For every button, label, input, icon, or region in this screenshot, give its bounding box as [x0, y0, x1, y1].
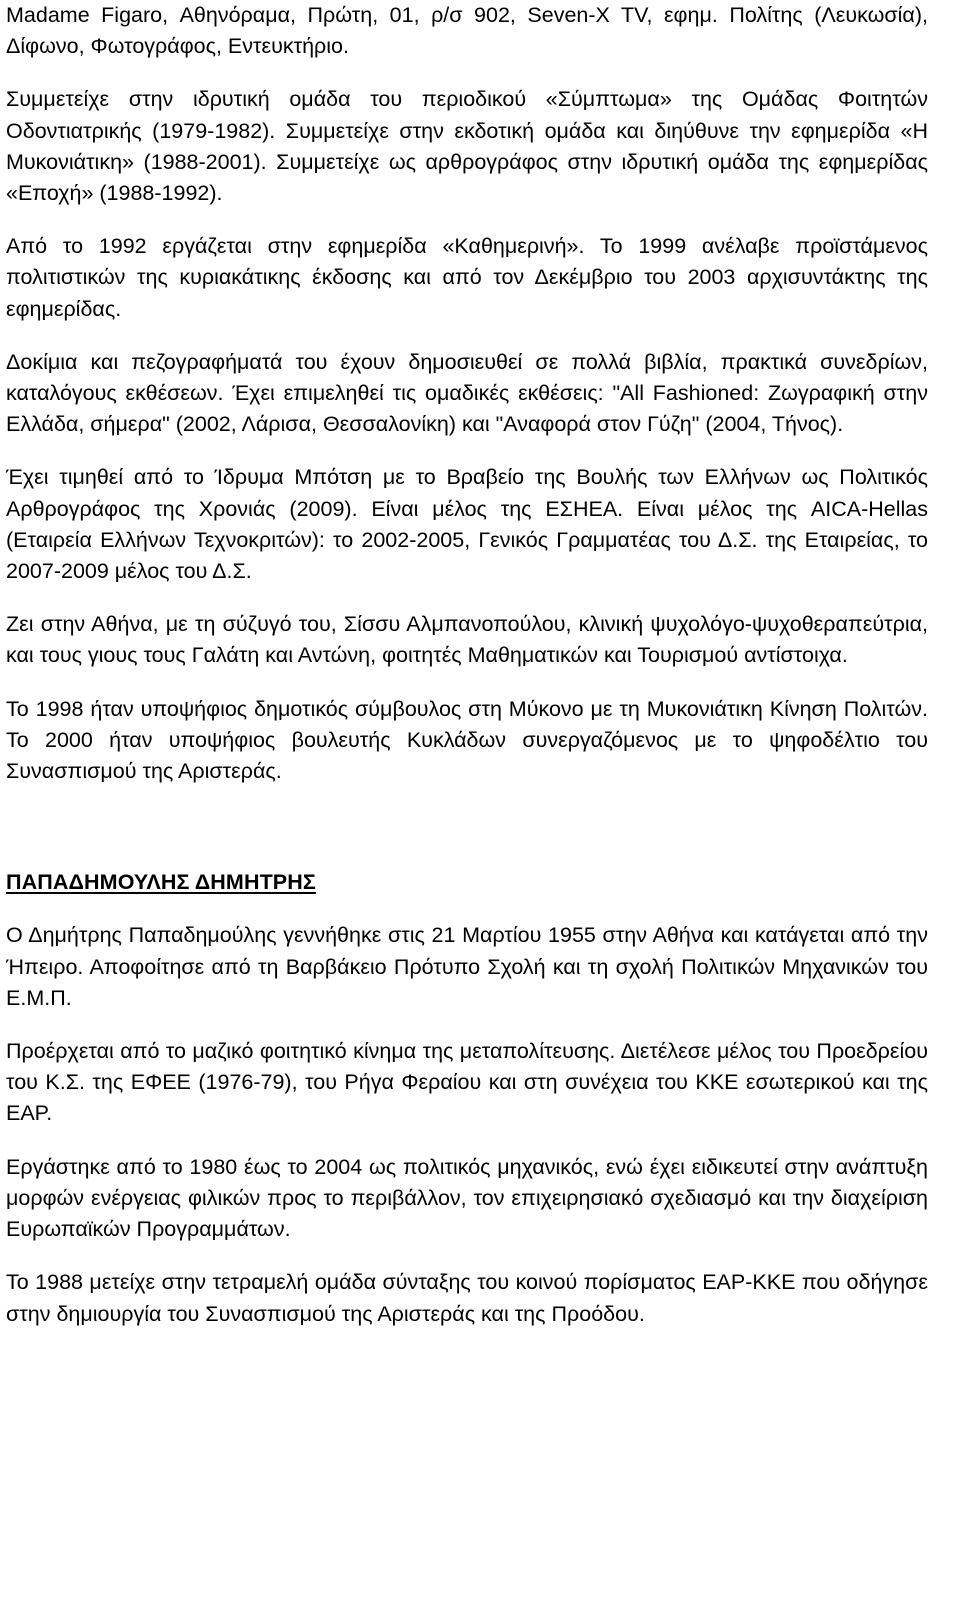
bio1-paragraph-6: Ζει στην Αθήνα, με τη σύζυγό του, Σίσσυ Αλμπανοπούλου, κλινική ψυχολόγο-ψυχοθεραπεύτρια, και τους γιους τους Γαλάτη και Αντώνη, φοιτητές Μαθηματικών και Τουρισμού αντίστοιχα.	[6, 612, 928, 668]
bio-section-1	[6, 0, 928, 787]
bio1-paragraph-7: Το 1998 ήταν υποψήφιος δημοτικός σύμβουλος στη Μύκονο με τη Μυκονιάτικη Κίνηση Πολιτών. Το 2000 ήταν υποψήφιος βουλευτής Κυκλάδων συνεργαζόμενος με το ψηφοδέλτιο του Συνασπισμού της Αριστεράς.	[6, 696, 928, 784]
bio1-paragraph-2: Συμμετείχε στην ιδρυτική ομάδα του περιοδικού «Σύμπτωμα» της Ομάδας Φοιτητών Οδοντιατρικής (1979-1982). Συμμετείχε στην εκδοτική ομάδα και διηύθυνε την εφημερίδα «Η Μυκονιάτικη» (1988-2001). Συμμετείχε ως αρθρογράφος στην ιδρυτική ομάδα της εφημερίδας «Εποχή» (1988-1992).	[6, 87, 928, 206]
bio2-paragraph-4: Το 1988 μετείχε στην τετραμελή ομάδα σύνταξης του κοινού πορίσματος ΕΑΡ-ΚΚΕ που οδήγησε στην δημιουργία του Συνασπισμού της Αριστεράς και της Προόδου.	[6, 1270, 928, 1326]
bio-section-2	[6, 867, 928, 1329]
bio2-paragraph-1: Ο Δημήτρης Παπαδημούλης γεννήθηκε στις 21 Μαρτίου 1955 στην Αθήνα και κατάγεται από την Ήπειρο. Αποφοίτησε από τη Βαρβάκειο Πρότυπο Σχολή και τη σχολή Πολιτικών Μηχανικών του Ε.Μ.Π.	[6, 923, 928, 1010]
document-page	[6, 0, 928, 1352]
section-heading: ΠΑΠΑΔΗΜΟΥΛΗΣ ΔΗΜΗΤΡΗΣ	[6, 870, 316, 895]
bio1-paragraph-1: Madame Figaro, Αθηνόραμα, Πρώτη, 01, ρ/σ 902, Seven-X TV, εφημ. Πολίτης (Λευκωσία), Δίφωνο, Φωτογράφος, Εντευκτήριο.	[6, 3, 928, 59]
bio2-paragraph-2: Προέρχεται από το μαζικό φοιτητικό κίνημα της μεταπολίτευσης. Διετέλεσε μέλος του Προεδρείου του Κ.Σ. της ΕΦΕΕ (1976-79), του Ρήγα Φεραίου και στη συνέχεια του ΚΚΕ εσωτερικού και της ΕΑΡ.	[6, 1039, 928, 1126]
bio1-paragraph-3: Από το 1992 εργάζεται στην εφημερίδα «Καθημερινή». Το 1999 ανέλαβε προϊστάμενος πολιτιστικών της κυριακάτικης έκδοσης και από τον Δεκέμβριο του 2003 αρχισυντάκτης της εφημερίδας.	[6, 234, 928, 321]
bio1-paragraph-4: Δοκίμια και πεζογραφήματά του έχουν δημοσιευθεί σε πολλά βιβλία, πρακτικά συνεδρίων, καταλόγους εκθέσεων. Έχει επιμεληθεί τις ομαδικές εκθέσεις: "All Fashioned: Ζωγραφική στην Ελλάδα, σήμερα" (2002, Λάρισα, Θεσσαλονίκη) και "Αναφορά στον Γύζη" (2004, Τήνος).	[6, 349, 928, 437]
bio1-paragraph-5: Έχει τιμηθεί από το Ίδρυμα Μπότση με το Βραβείο της Βουλής των Ελλήνων ως Πολιτικός Αρθρογράφος της Χρονιάς (2009). Είναι μέλος της ΕΣΗΕΑ. Είναι μέλος της AICA-Hellas (Εταιρεία Ελλήνων Τεχνοκριτών): το 2002-2005, Γενικός Γραμματέας του Δ.Σ. της Εταιρείας, το 2007-2009 μέλος του Δ.Σ.	[6, 465, 928, 584]
bio2-paragraph-3: Εργάστηκε από το 1980 έως το 2004 ως πολιτικός μηχανικός, ενώ έχει ειδικευτεί στην ανάπτυξη μορφών ενέργειας φιλικών προς το περιβάλλον, τον επιχειρησιακό σχεδιασμό και την διαχείριση Ευρωπαϊκών Προγραμμάτων.	[6, 1154, 928, 1242]
